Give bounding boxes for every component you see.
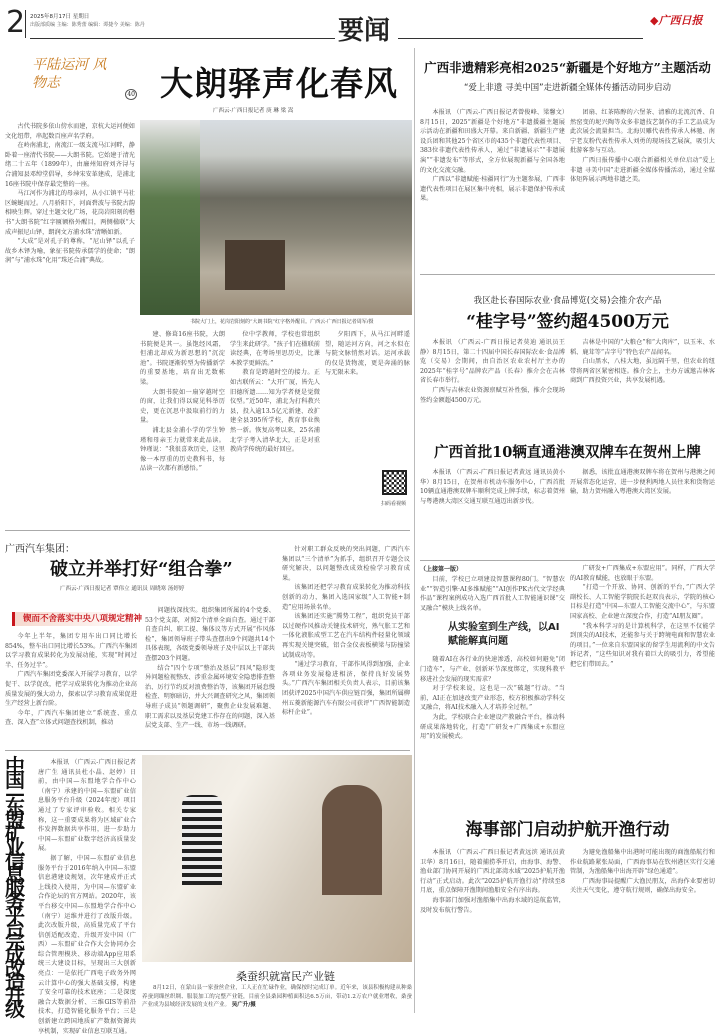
article-body-col3: 针对职工群众反映的突出问题，广西汽车集团以“三个清单”为抓手，组织召开专题会议研究解决，以问题整改成效检验学习教育成果。 该集团还把学习教育成果转化为推动科技创新的动力，集团入选国家级“人工智能+制造”应用场景名单。 该集团还实施“腾势工程”，组织党员干部以过硬作风推动关键技术研究，熟气胀工艺和一体化液胀成型工艺在汽车结构件轻量化领域再实现关键突破，铝合金仪表板横梁与防撞梁试制成功等。 “通过学习教育，干部作风得到加强，企业各项业务发展稳进相济，保持良好发展势头。”广西汽车集团相关负责人表示，目前该集团获评2025中国汽车供应链百强，集团所属柳州五菱新能源汽车有限公司获评“广西智能制造标杆企业”。	[282, 546, 410, 717]
article-body-col2: 广研发+广西集成+东盟应用”。同样，广西大学的AI教育赋能，也放眼于东盟。 “打造一个开放、协同、创新的平台，”广西大学副校长、人工智能学院院长赵双良表示，学院的核心目标是打造“中国—东盟人工智能交流中心”，与东盟国家高校、企业建立深度合作，打造“AI朋友圈”。 “我本科学习的是计算机科学，在这里不仅能学到顶尖的AI技术，还能参与关于跨境电商和智慧农业的项目。”一位来自东盟国家的留学生用流利的中文告诉记者，“这些知识对我有着巨大的吸引力，希望能把它们带回去。”	[570, 565, 715, 668]
article-body: 本报讯 （广西云-广西日报记者黄远滨 通讯员黄卫华）8月16日，随着捕捞季开启，由海事、海警、渔业部门协同开展的广西北部湾水域“2025护航开渔行动”正式启动。此次“2025护航开渔行动”持续至8月底，重点保障开渔期间渔船安全有序出海。 海事部门加强对渔船集中出海水域的巡航监管，及时发布航行警告。	[420, 849, 565, 914]
article-byline: 广西云-广西日报记者 覃伟立 通讯员 周晓寒 汤婷婷	[60, 586, 185, 592]
article-subhead: 从实验室到生产线，以AI赋能解真问题	[448, 622, 560, 648]
silk-factory-photo	[142, 755, 412, 962]
section-title: 要闻	[338, 16, 391, 46]
article-byline: 广西云-广西日报记者 庚 琳 梁 嵩	[213, 108, 294, 114]
continued-label: （上接第一版）	[420, 566, 463, 573]
article-title: 广西非遗精彩亮相2025“新疆是个好地方”主题活动	[424, 60, 711, 75]
article-body: 本报讯 （广西云-广西日报记者黄远 通讯员黄小华）8月15日，在贺州市机动车服务中心，广西首批10辆直通港澳双牌车顺利完成上牌手续，标志着贺州与粤港澳大湾区交通互联互通迈出新步伐。	[420, 469, 565, 505]
article-body: 古代书院多依山傍水而建，京杭大运河便如文化纽带，串起数百座声名学府。 在岭南浦北，南流江一级支流马江河畔，静卧着一座清代书院——大朗书院。它始建于清光绪二十五年（1899年），由廉州知府刘齐浔与合浦知县邓绰堂倡导，乡绅宋安革建成，是浦北16座书院中保存最完整的一座。 马江河作为浦北的母亲河，从小江镇平马社区蜿蜒而过。八月骄阳下，河面碧波与书院古韵相映生辉。穿过主题文化广场，花岗岩阳刻的楷书“大朗书院”红字匾额格外醒目，两侧楹联“大成声振尼山铎，朗润文方浦水珠”清晰如新。 “大成”是对孔子的尊称，“尼山铎”以孔子故乡木铎为喻，象征书院传承儒学的使命；“朗润”与“浦水珠”化用“珠还合浦”典故。	[5, 123, 135, 265]
article-body-col2: 为避免渔船集中出港时可能出现的商渔船航行和作业航路紧张局面，广西海事局在钦州港区实行交通管制，为渔船集中出海开辟“绿色通道”。 广西海事局提醒广大渔民朋友，出海作业要密切关注天气变化，遵守航行规则，确保出海安全。	[570, 849, 715, 895]
article-body-col2: 团扇、红茶陈醇的六堡茶、清雅的北流沉香、自然窑变的坭兴陶等众多非遗技艺制作的手工艺品成为此次展会流量担当。北海贝雕代表性传承人林驰、南宁老友粉代表性传承人刘勇的现场技艺展演，吸引大批游客参与互动。 广西日报传播中心联合新疆相关单位启动“爱上非遗 寻美中国”走进新疆全媒体传播活动，通过全媒体矩阵展示两地非遗之美。	[570, 109, 715, 184]
qr-label: 扫码看视频	[381, 501, 407, 507]
page-number-divider	[25, 10, 26, 38]
article-body: 本报讯 （广西云-广西日报记者莫迪 通讯员王静）8月15日，第二十四届中国长春国际农业·食品博览（交易）会期间，由自治区农业农村厅主办的2025年“桂字号”品牌农产品（长春）推介会在吉林省长春市举行。 广西与吉林农业资源禀赋互补性强，推介会现场签约金额超4500万元。	[420, 339, 565, 404]
photo-credit: 吴广升/摄	[231, 1002, 256, 1008]
issue-date: 2025年8月17日 星期日	[30, 14, 90, 20]
qr-code[interactable]	[382, 470, 407, 495]
article-body: 本报讯 （广西云-广西日报记者曾俊峰、梁馨文）8月15日，2025“新疆是个好地方”非遗援疆主题展示活动在新疆和田盛大开幕。来自新疆、新疆生产建设兵团和其他25个省区市的435个非遗代表性项目、383位非遗代表性传承人，通过“非遗展示”“非遗展演”“非遗发布”等形式，全方位展现新疆与全国各地的文化交流交融。 广西以“非遗赋能·桂疆同行”为主题参展，广西非遗代表性项目在展区集中亮相，展示非遗保护传承成果。	[420, 109, 565, 203]
article-title: 破立并举打好“组合拳”	[50, 559, 233, 580]
photo-caption: 8月12日，在蒙山县一家蚕丝企业，工人正在忙碌作业，确保按时完成订单。近年来，该县积极构建从种桑养蚕到缫丝织绸、服装加工的完整产业链，目前全县桑园种植面积达6.5万亩，带动1.2万农户就业增收，桑蚕产业成为县域经济发展的支柱产业。 吴广升/摄	[142, 985, 412, 1008]
article-body-col2: 据悉，该批直通港澳双牌车将在贺州与港澳之间开展常态化运营，进一步便利两地人员往来和货物运输，助力贺州融入粤港澳大湾区发展。	[570, 469, 715, 496]
article-divider	[5, 530, 410, 531]
article-subtitle: “爱上非遗 寻美中国”走进新疆全媒体传播活动同步启动	[463, 83, 671, 93]
photo-caption: 书院大门上，花岗岩阳刻的“大朗书院”红字格外醒目。广西云-广西日报记者周军/摄	[190, 319, 374, 325]
article-body-col2: 建、修葺16座书院，大朗书院便是其一。虽饱经风霜，但浦北却成为新思想的“沉淀池”。书院逐渐转型为传播新学的重要基地，培育出无数栋梁。 大朗书院如一扇穿越时空的窗，让我们得以窥见科举历史，更在沉思中汲取前行的力量。 浦北县金浦小学的学生钟瑾和母亲王力就常来此品读。钟瑾说：“我很喜欢历史，这里像一本厚重的历史教科书，每品读一次都有新感悟。”	[140, 331, 225, 473]
editor-credits: 出版部质编 主编：陈秀蕾 编辑：谭捷今 美编：陈丹	[30, 22, 145, 28]
article-kicker: 我区赴长春国际农业·食品博览(交易)会推介农产品	[473, 296, 662, 306]
column-logo: 平陆运河 风物志 40	[32, 57, 135, 98]
article-body-col2: 吉林是中国的“大粮仓”和“大肉库”，以玉米、水稻、鹿茸等“吉字号”特色农产品闻名。 白山黑水，八桂大地，虽远隔千里，但农业的纽带将两省区紧密相连。推介会上，主办方诚邀吉林客商到广西投资兴业，共享发展机遇。	[570, 339, 715, 385]
article-kicker: 广西汽车集团：	[5, 544, 75, 555]
article-body-col1: 今年上半年，集团专用车出口同比增长854%，整车出口同比增长53%。广西汽车集团以学习教育成果转化为发展动能，实现“时间过半、任务过半”。 广西汽车集团党委深入开展学习教育，以学促干、以学促改，把学习成果转化为推动企业高质量发展的强大动力，探索以学习教育成果促进生产经营上新台阶。 今年，广西汽车集团建立“系统查、重点查、深入查”立体式问题查找机制，推动	[5, 633, 137, 727]
article-divider	[420, 274, 715, 275]
article-body: 本报讯 （广西云-广西日报记者唐广生 通讯员杜小晶、赵婷）日前，由中国—东盟地学合作中心（南宁）承建的中国—东盟矿业信息服务平台升级（2024年度）项目通过了专家评审验收。相关专家称，这一重要成果将为区域矿业合作发挥数据共享作用，进一步助力中国—东盟矿业数字经济高质量发展。 据了解，中国—东盟矿业信息服务平台于2016年纳入中国—东盟信息港建设规划，次年建成并正式上线投入使用，为中国—东盟矿业合作论坛的官方网站。2020年，该平台移交中国—东盟地学合作中心（南宁）运维并进行了改版升级。此次改版升级，高质量完成了平台信创适配改造、升级开发中国（广西）—东盟矿业合作大会协同办会综合管理模块、移动端App应用系统三大建设目标，呈现出三大创新亮点：一是依托广西电子政务外网云计算中心的强大基础支撑，构建了安全可靠的技术底座；二是深度融合大数据分析、三维GIS等前沿技术，打造智能化服务平台；三是创新建立跨国地质矿产数据资源共享机制，实现矿业信息互联互通。	[38, 759, 136, 1035]
theme-banner: 锲而不舍落实中央八项规定精神	[12, 612, 140, 626]
academy-photo	[140, 120, 412, 315]
continued-article	[420, 564, 565, 804]
article-body-col4: 夕阳西下，从马江河畔遥望，随运河方向，河之水似在与院文脉悄然对话。运河承载的仅是货物流，更是奔涌的脉与无限未来。	[325, 331, 410, 377]
newspaper-logo: ◆广西日报	[650, 14, 703, 27]
header-rule-right	[398, 38, 643, 39]
article-title: “桂字号”签约超4500万元	[466, 312, 669, 332]
column-divider	[414, 48, 415, 1013]
vertical-article-title: 中国—东盟矿业信息服务平台完成改造升级	[5, 754, 25, 1021]
article-body-col2: 问题找深找实。组织集团所属的4个党委、53个党支部，对照2个清单全面自查。通过干部自查自纠、职工提、集体议等方式开展“作风体检”，集团领导班子带头查摆出9个问题共14个具体表现，各级党委领导班子及中层以上干部共查摆203个问题。 结合“四个专项”整治及基层“四风”隐形变异问题检视整改、涉重金属环境安全隐患排查整治、厉行节约反对浪费整治等，该集团开展怠慢检查、明察暗访，并大兴调查研究之风，集团领导班子成员“领题调研”，聚焦企业发展难题、职工需求以及基层党建工作存在的问题，深入基层党支部、生产一线、市场一线调研。	[145, 607, 275, 730]
article-divider	[420, 560, 715, 561]
photo-title: 桑蚕织就富民产业链	[236, 970, 335, 983]
article-title: 大朗驿声化春风	[160, 64, 398, 103]
article-intro: 目前，学校已立项建设智慧课程80门。“智慧农业”“智造引擎·AI多维赋能”“AI创作PK古代文学经典作品”课程案例成功入选广西首批人工智能通识课“交叉融合”模块上线名单。	[420, 576, 565, 612]
diamond-icon: ◆	[650, 14, 659, 27]
header-rule-left	[30, 38, 335, 39]
page-number: 2	[6, 5, 26, 40]
article-divider	[5, 750, 410, 751]
article-title: 海事部门启动护航开渔行动	[465, 820, 670, 840]
article-body-col3: 位中学教师，学校也常组织学生来此研学。“孩子们在楹联前读经典，在考场里思历史，比课本教学更鲜活。” 教育是跨越时空的接力。正如古联所云：“大开广厦，皆先人旧德所遗……知为学者便是觉微仪型。”近50年，浦北为打科教兴县，投入逾13.5亿元新建、改扩建全县395所学校，教育事业焕然一新。恢复高考以来，25名浦北学子考入清华北大，正是对重教尚学传统的最好回应。	[230, 331, 320, 454]
article-title: 广西首批10辆直通港澳双牌车在贺州上牌	[434, 444, 701, 461]
article-body: 随着AI在各行业的快速渗透，高校如何避免“闭门造车”，与产业、创新环节深度绑定，实现科教平移进社会发展的现实需求？ 对于学校来说，这也是一次“破题”行动。“当前，AI正在加速改变产业形态，校方积极推动学科交叉融合，将AI技术融入人才培养全过程。” 为此，学校联合企业建设产教融合平台，推动科研成果落地转化，打造“广研发+广西集成+东盟应用”的发展模式。	[420, 656, 565, 741]
